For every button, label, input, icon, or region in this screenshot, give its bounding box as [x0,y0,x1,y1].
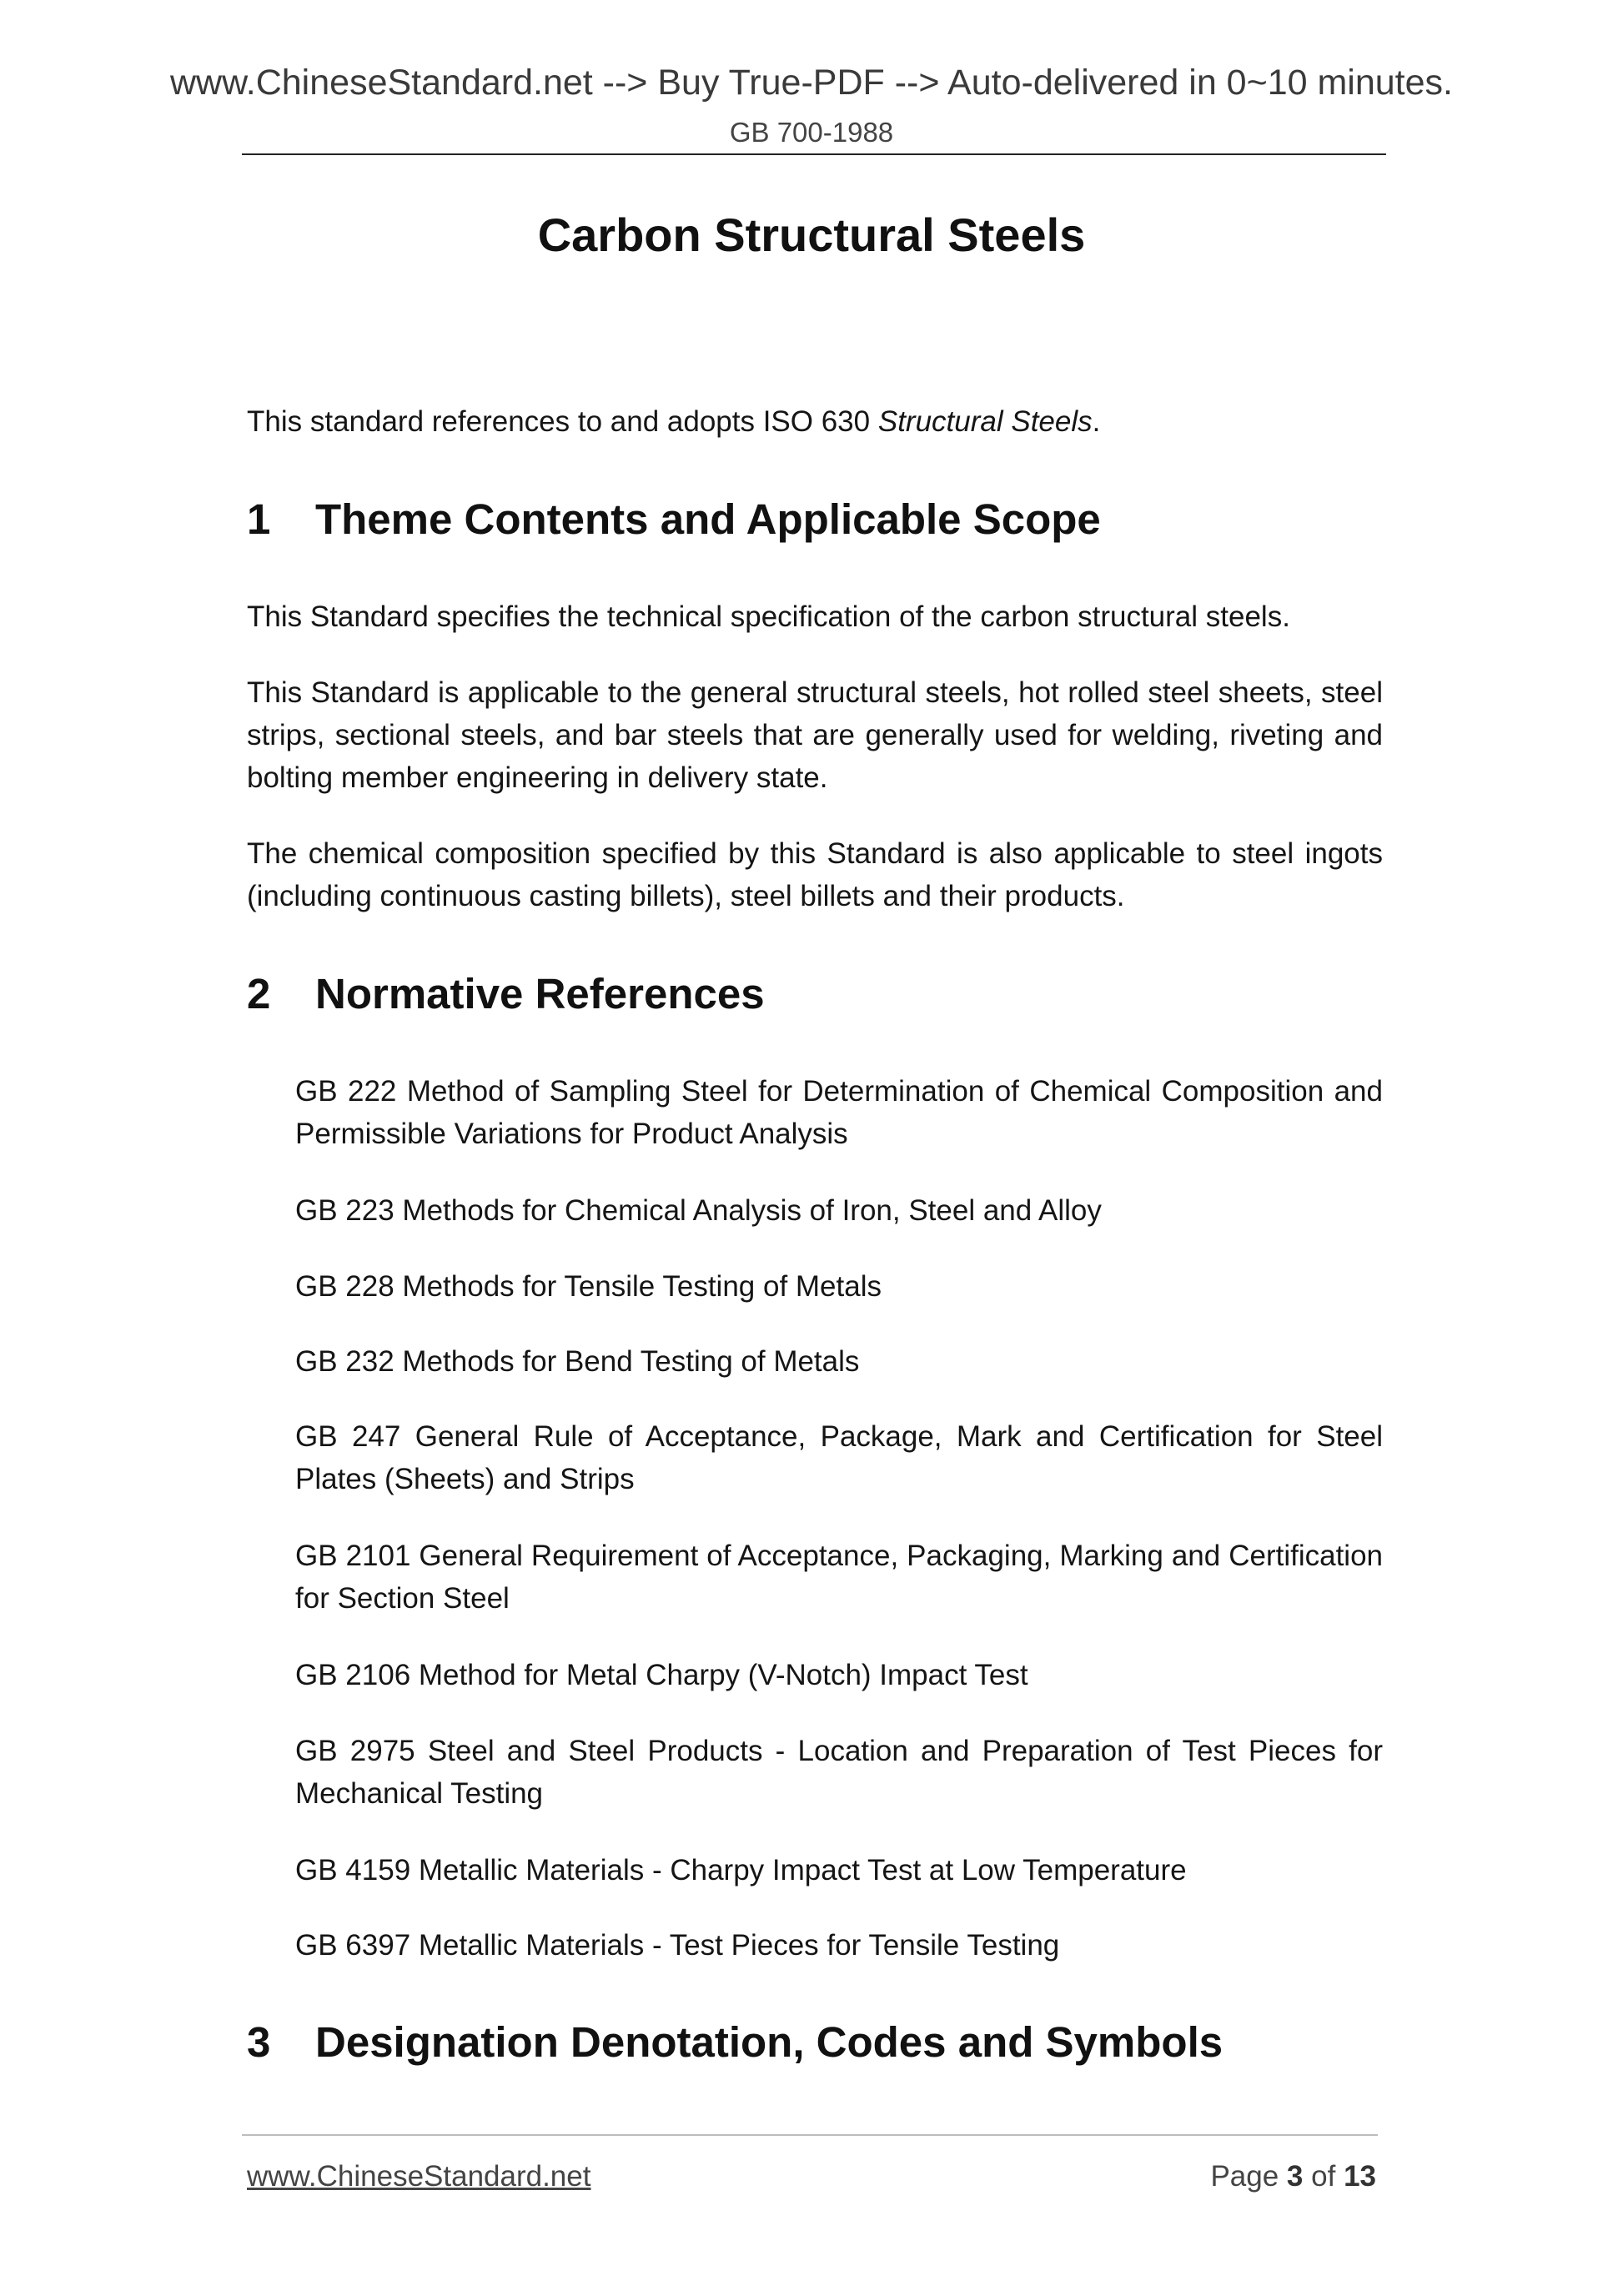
reference-item [295,1340,1383,1383]
intro-paragraph [247,400,1383,443]
reference-text: GB 4159 Metallic Materials - Charpy Impact Test at Low Temperature [295,1854,1187,1887]
intro-suffix: . [1092,405,1101,438]
paragraph: This Standard is applicable to the general structural steels, hot rolled steel sheets, steel strips, sectional steels, and bar steels that are generally used for welding, riveting and bolting member engineering in delivery state. [247,676,1383,794]
section-1-paragraph-2 [247,671,1383,799]
intro-italic-title: Structural Steels [877,405,1093,438]
paragraph: This Standard specifies the technical specification of the carbon structural steels. [247,600,1290,633]
reference-item [295,1730,1383,1815]
page-prefix: Page [1210,2160,1279,2193]
reference-text: GB 247 General Rule of Acceptance, Package, Mark and Certification for Steel Plates (Sheets) and Strips [295,1420,1383,1495]
reference-item [295,1189,1383,1232]
header-banner: www.ChineseStandard.net --> Buy True-PDF --> Auto-delivered in 0~10 minutes. [169,63,1453,103]
page-total: 13 [1344,2160,1376,2193]
page-of: of [1311,2160,1336,2193]
section-number: 3 [247,2018,271,2066]
intro-prefix: This standard references to and adopts ISO 630 [247,405,878,438]
reference-text: GB 2106 Method for Metal Charpy (V-Notch) Impact Test [295,1659,1028,1691]
paragraph: The chemical composition specified by this Standard is also applicable to steel ingots (including continuous casting billets), steel billets and their products. [247,837,1383,912]
header-divider [242,153,1386,155]
reference-text: GB 6397 Metallic Materials - Test Pieces for Tensile Testing [295,1929,1060,1962]
reference-item [295,1265,1383,1308]
section-heading [247,972,1383,1015]
section-heading [247,2018,1383,2066]
section-title: Normative References [315,970,765,1017]
reference-item [295,1070,1383,1155]
section-title: Designation Denotation, Codes and Symbols [315,2018,1224,2066]
standard-code: GB 700-1988 [729,117,894,148]
footer-divider [242,2134,1378,2136]
section-number: 1 [247,495,271,543]
reference-text: GB 232 Methods for Bend Testing of Metals [295,1345,860,1378]
page-current: 3 [1286,2160,1304,2193]
section-heading [247,495,1383,543]
reference-item [295,1654,1383,1696]
reference-item [295,1924,1383,1967]
reference-text: GB 228 Methods for Tensile Testing of Metals [295,1270,882,1303]
reference-text: GB 2101 General Requirement of Acceptance, Packaging, Marking and Certification for Section Steel [295,1540,1383,1615]
page-indicator [1210,2162,1376,2191]
reference-item [295,1415,1383,1500]
intro-block [247,400,1383,443]
section-number: 2 [247,970,271,1017]
reference-text: GB 222 Method of Sampling Steel for Determination of Chemical Composition and Permissible Variations for Product Analysis [295,1075,1383,1150]
section-1-paragraph-1 [247,595,1383,638]
reference-text: GB 223 Methods for Chemical Analysis of Iron, Steel and Alloy [295,1194,1102,1227]
section-title: Theme Contents and Applicable Scope [315,495,1101,543]
reference-item [295,1849,1383,1892]
section-2-heading-block [247,972,1383,1015]
section-1-paragraph-3 [247,832,1383,917]
section-3-heading-block [247,2018,1383,2066]
reference-text: GB 2975 Steel and Steel Products - Location and Preparation of Test Pieces for Mechanical Testing [295,1735,1383,1810]
reference-item [295,1535,1383,1620]
section-1-heading-block [247,495,1383,543]
document-title: Carbon Structural Steels [537,208,1086,261]
footer-site-link[interactable]: www.ChineseStandard.net [247,2160,591,2193]
